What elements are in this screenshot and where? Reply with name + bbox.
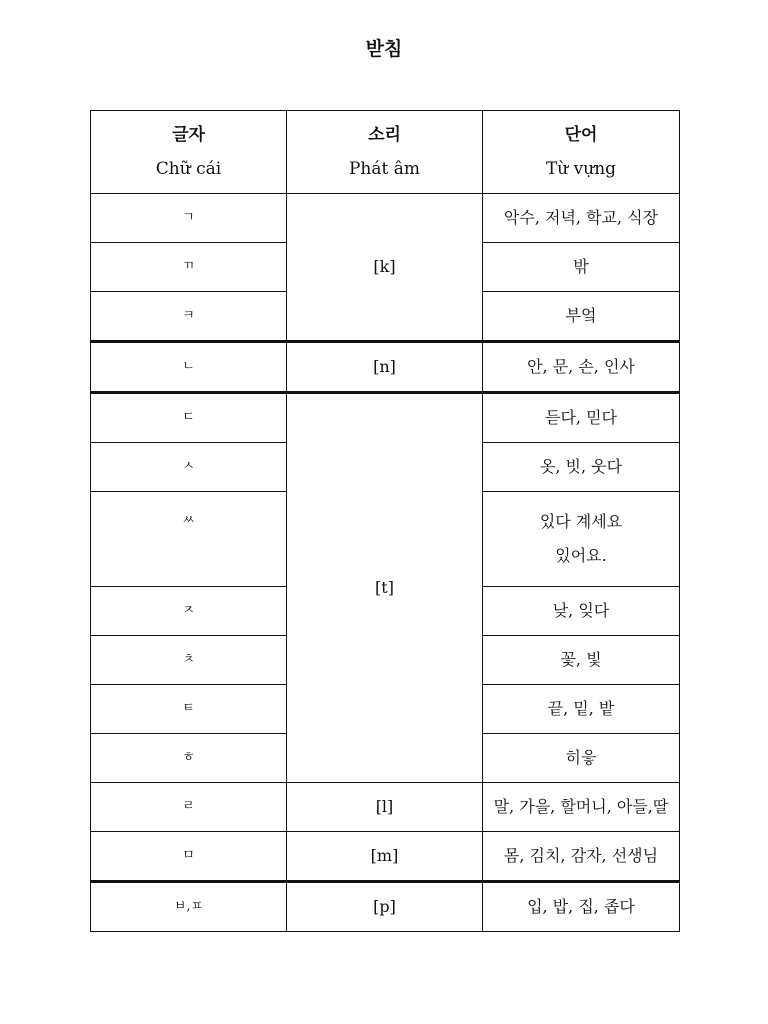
sound-cell-t: [t]	[287, 393, 483, 783]
sound-cell-p: [p]	[287, 882, 483, 932]
letter-cell: ㅈ	[91, 587, 287, 636]
sound-cell-n: [n]	[287, 342, 483, 393]
words-cell: 안, 문, 손, 인사	[483, 342, 680, 393]
header-letter-ko: 글자	[172, 125, 205, 145]
words-cell: 낮, 잊다	[483, 587, 680, 636]
table-row	[91, 832, 680, 882]
words-cell: 끝, 밑, 밭	[483, 685, 680, 734]
sound-cell-k: [k]	[287, 194, 483, 342]
letter-cell: ㄷ	[91, 393, 287, 443]
words-cell: 꽃, 빛	[483, 636, 680, 685]
letter-cell: ㄹ	[91, 783, 287, 832]
words-cell: 말, 가을, 할머니, 아들,딸	[483, 783, 680, 832]
header-sound-ko: 소리	[368, 125, 401, 145]
header-letter-vi: Chữ cái	[155, 159, 222, 179]
letter-cell: ㅁ	[91, 832, 287, 882]
letter-cell: ㅅ	[91, 443, 287, 492]
words-cell: 몸, 김치, 감자, 선생님	[483, 832, 680, 882]
letter-cell: ㄴ	[91, 342, 287, 393]
page-title: 받침	[365, 38, 403, 60]
letter-cell: ㅎ	[91, 734, 287, 783]
letter-cell: ㅋ	[91, 292, 287, 342]
table-row	[91, 194, 680, 243]
header-letter	[91, 111, 287, 194]
words-cell	[483, 492, 680, 587]
words-cell: 듣다, 믿다	[483, 393, 680, 443]
header-sound	[287, 111, 483, 194]
letter-cell: ㄱ	[91, 194, 287, 243]
words-cell: 히읗	[483, 734, 680, 783]
words-line: 있어요.	[555, 546, 607, 565]
header-row	[91, 111, 680, 194]
table-row	[91, 882, 680, 932]
letter-cell: ㅂ,ㅍ	[91, 882, 287, 932]
letter-cell: ㅊ	[91, 636, 287, 685]
sound-cell-m: [m]	[287, 832, 483, 882]
header-words-vi: Từ vựng	[545, 159, 617, 179]
header-words-ko: 단어	[564, 125, 598, 145]
sound-cell-l: [l]	[287, 783, 483, 832]
words-cell: 부엌	[483, 292, 680, 342]
letter-cell: ㅌ	[91, 685, 287, 734]
table-row	[91, 783, 680, 832]
words-cell: 입, 밥, 집, 좁다	[483, 882, 680, 932]
words-cell: 밖	[483, 243, 680, 292]
words-cell: 옷, 빗, 웃다	[483, 443, 680, 492]
table-row	[91, 342, 680, 393]
letter-cell: ㄲ	[91, 243, 287, 292]
letter-cell: ㅆ	[91, 492, 287, 587]
header-words	[483, 111, 680, 194]
batchim-table	[90, 110, 680, 932]
table-row	[91, 393, 680, 443]
words-cell: 악수, 저녁, 학교, 식장	[483, 194, 680, 243]
words-line: 있다 계세요	[539, 512, 623, 531]
header-sound-vi: Phát âm	[348, 159, 420, 179]
